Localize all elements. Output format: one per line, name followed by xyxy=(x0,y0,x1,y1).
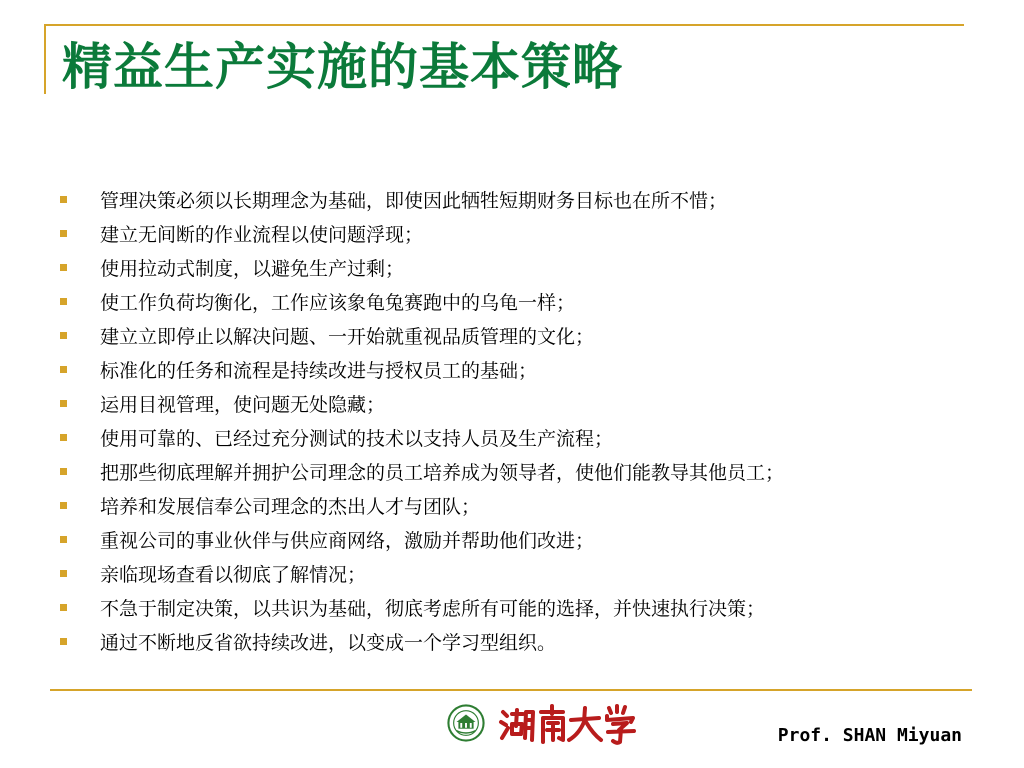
list-item xyxy=(60,522,784,556)
list-item xyxy=(60,454,784,488)
bullet-text: 通过不断地反省欲持续改进，以变成一个学习型组织。 xyxy=(100,631,557,654)
bottom-divider xyxy=(50,689,972,691)
bullet-text: 使用可靠的、已经过充分测试的技术以支持人员及生产流程； xyxy=(100,427,614,450)
bullet-text: 建立立即停止以解决问题、一开始就重视品质管理的文化； xyxy=(100,325,595,348)
list-item xyxy=(60,284,784,318)
bullet-text: 把那些彻底理解并拥护公司理念的员工培养成为领导者，使他们能教导其他员工； xyxy=(100,461,785,484)
square-bullet-icon xyxy=(60,536,67,543)
square-bullet-icon xyxy=(60,468,67,475)
list-item xyxy=(60,556,784,590)
list-item xyxy=(60,386,784,420)
list-item xyxy=(60,624,784,658)
bullet-text: 使用拉动式制度，以避免生产过剩； xyxy=(100,257,405,280)
bullet-text: 重视公司的事业伙伴与供应商网络，激励并帮助他们改进； xyxy=(100,529,595,552)
author-credit: Prof. SHAN Miyuan xyxy=(777,725,962,746)
top-divider xyxy=(44,24,964,26)
list-item xyxy=(60,318,784,352)
bullet-text: 不急于制定决策，以共识为基础，彻底考虑所有可能的选择，并快速执行决策； xyxy=(100,597,766,620)
square-bullet-icon xyxy=(60,196,67,203)
bullet-text: 亲临现场查看以彻底了解情况； xyxy=(100,563,367,586)
list-item xyxy=(60,182,784,216)
bullet-list xyxy=(60,182,784,658)
left-divider xyxy=(44,24,46,94)
list-item xyxy=(60,352,784,386)
list-item xyxy=(60,216,784,250)
square-bullet-icon xyxy=(60,502,67,509)
square-bullet-icon xyxy=(60,434,67,441)
square-bullet-icon xyxy=(60,264,67,271)
square-bullet-icon xyxy=(60,332,67,339)
bullet-text: 使工作负荷均衡化，工作应该象龟兔赛跑中的乌龟一样； xyxy=(100,291,576,314)
university-seal-icon xyxy=(447,704,485,742)
bullet-text: 管理决策必须以长期理念为基础，即使因此牺牲短期财务目标也在所不惜； xyxy=(100,189,728,212)
list-item xyxy=(60,590,784,624)
bullet-text: 建立无间断的作业流程以使问题浮现； xyxy=(100,223,424,246)
university-name-calligraphy xyxy=(497,702,637,746)
square-bullet-icon xyxy=(60,604,67,611)
slide-title: 精益生产实施的基本策略 xyxy=(62,38,623,96)
square-bullet-icon xyxy=(60,298,67,305)
square-bullet-icon xyxy=(60,366,67,373)
square-bullet-icon xyxy=(60,400,67,407)
bullet-text: 运用目视管理，使问题无处隐藏； xyxy=(100,393,386,416)
bullet-text: 培养和发展信奉公司理念的杰出人才与团队； xyxy=(100,495,481,518)
bullet-text: 标准化的任务和流程是持续改进与授权员工的基础； xyxy=(100,359,538,382)
list-item xyxy=(60,488,784,522)
square-bullet-icon xyxy=(60,570,67,577)
list-item xyxy=(60,250,784,284)
square-bullet-icon xyxy=(60,230,67,237)
square-bullet-icon xyxy=(60,638,67,645)
list-item xyxy=(60,420,784,454)
